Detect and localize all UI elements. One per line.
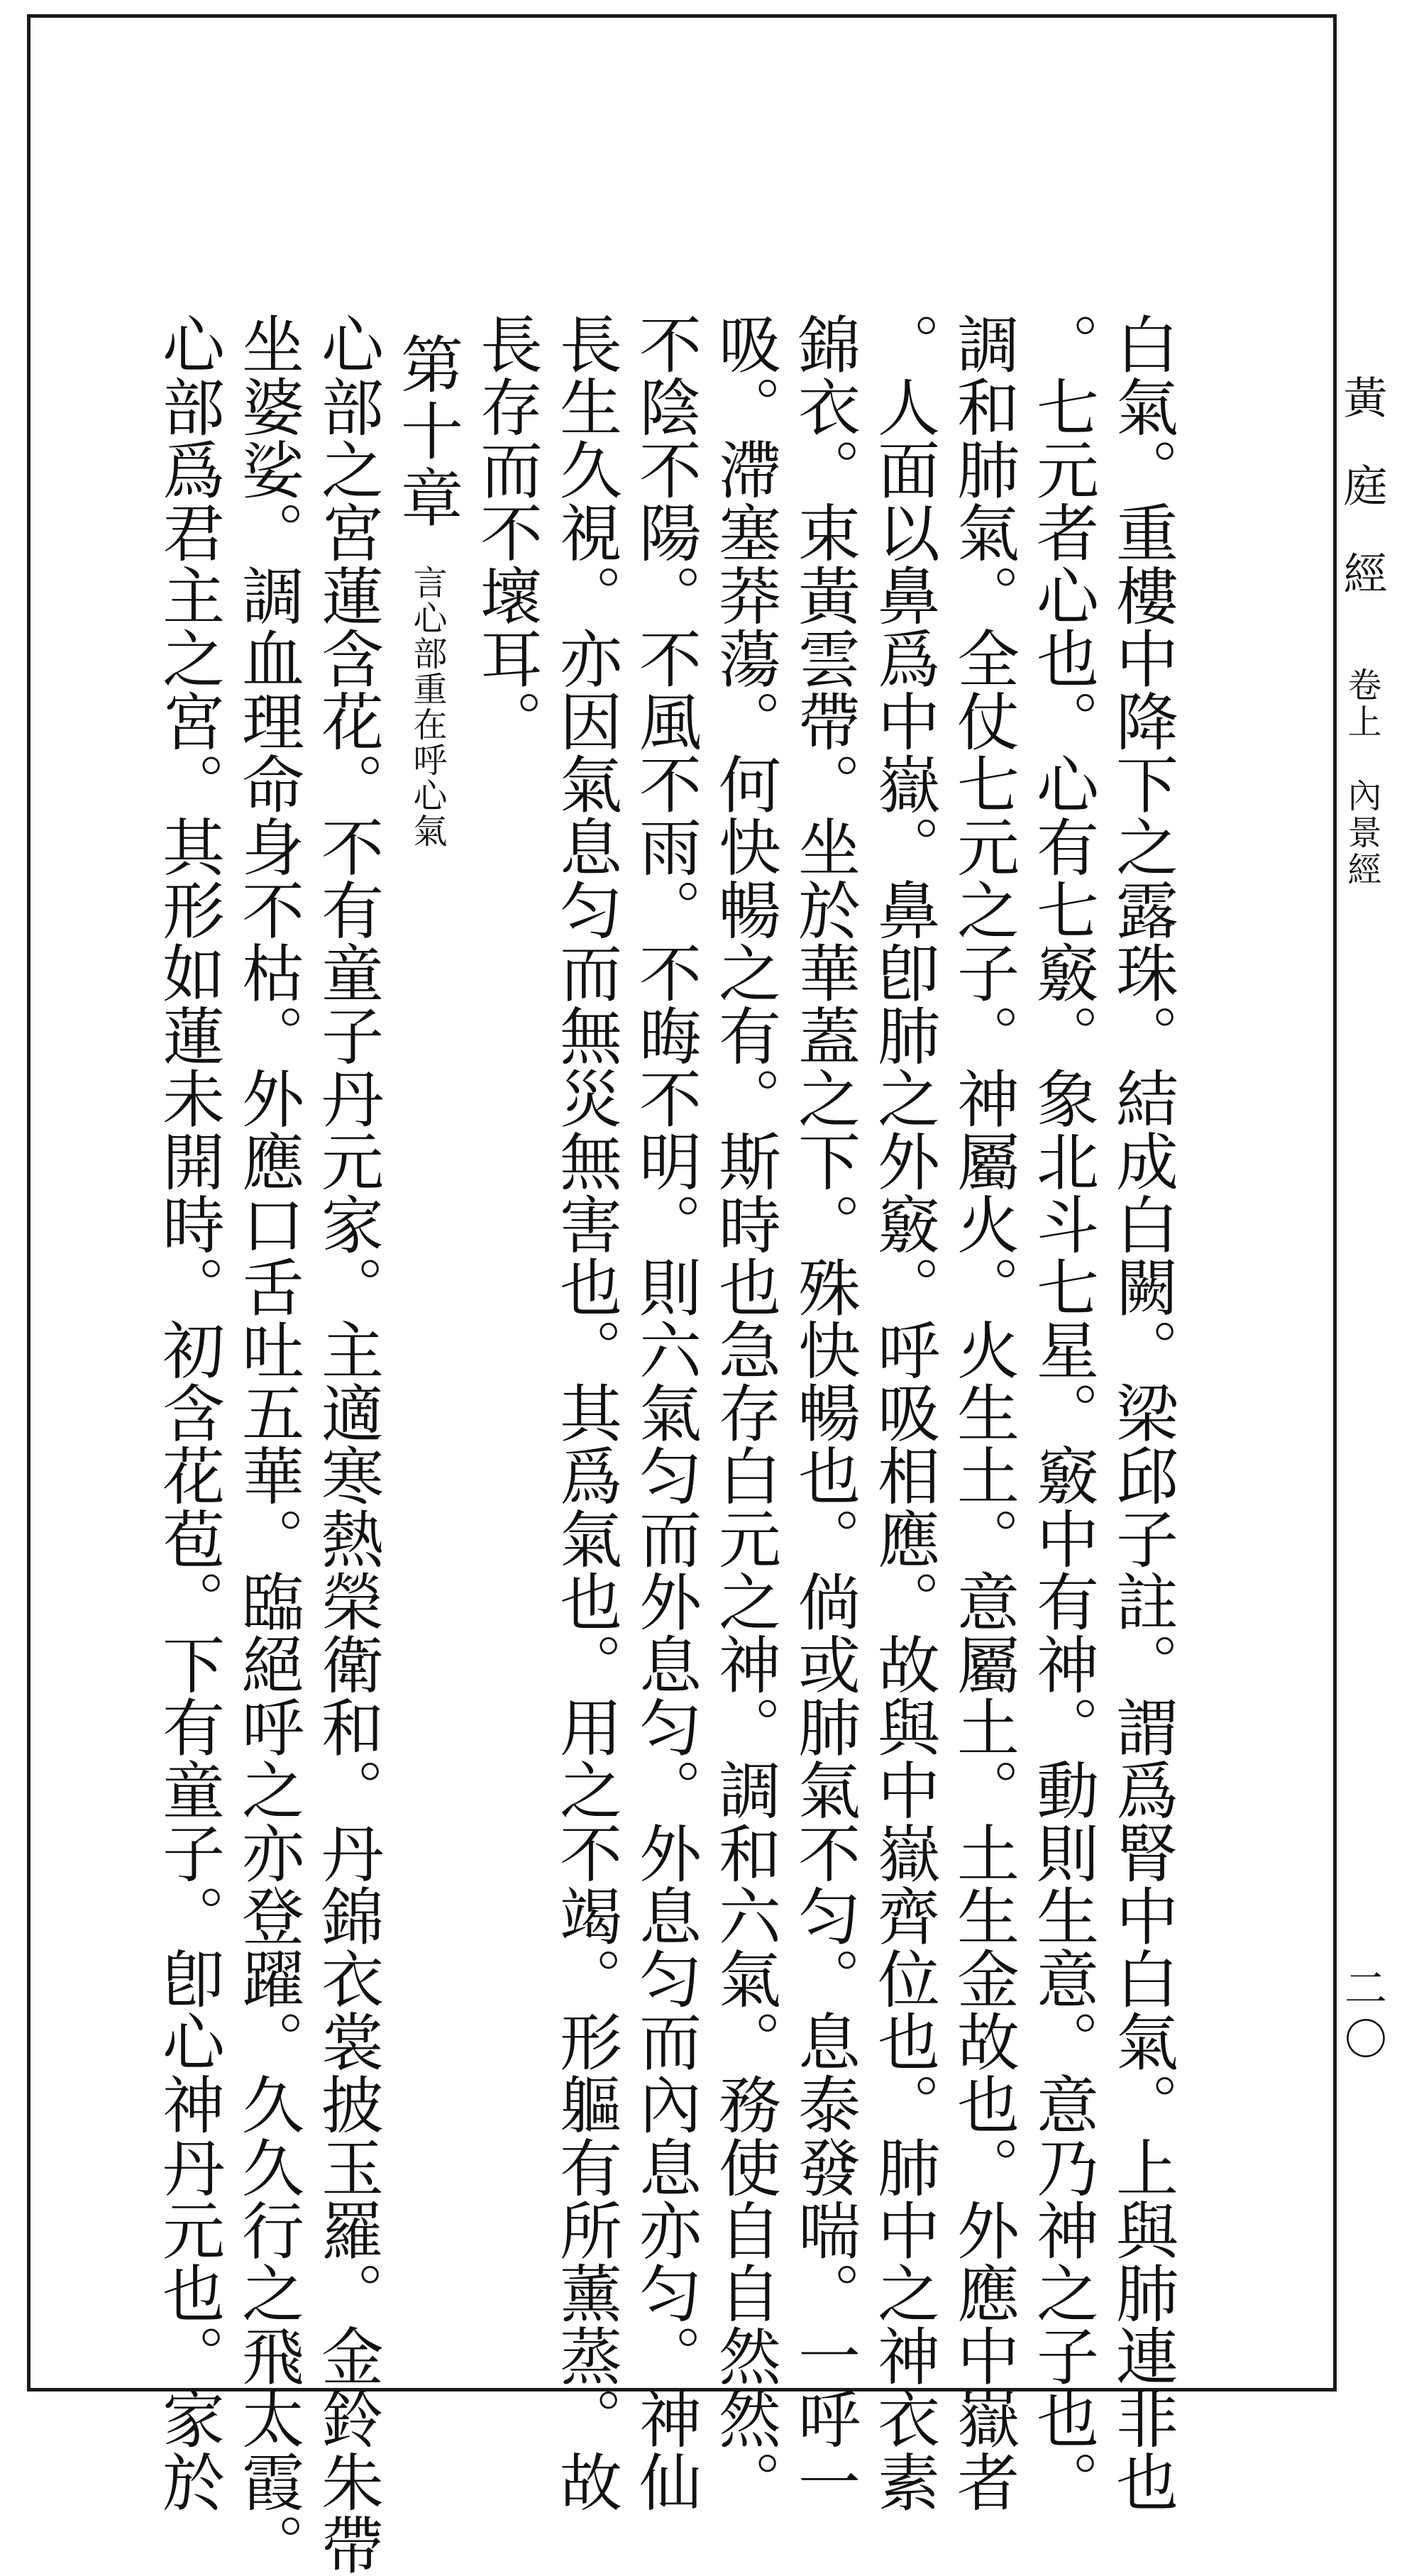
text-column-7: 不陰不陽。不風不雨。不晦不明。則六氣匀而外息匀。外息匀而內息亦匀。神仙 <box>629 312 702 2513</box>
text-column-5: 錦衣。束黃雲帶。坐於華蓋之下。殊快暢也。倘或肺氣不匀。息泰發喘。一呼一 <box>788 312 861 2513</box>
page-number: 二〇 <box>1337 1966 1387 2068</box>
running-header <box>1336 375 1388 888</box>
text-column-3: 調和肺氣。全仗七元之子。神屬火。火生土。意屬土。土生金故也。外應中嶽者 <box>947 312 1020 2513</box>
chapter-title: 第十章 <box>391 332 464 532</box>
volume-label: 卷上 <box>1342 667 1381 741</box>
section-label: 內景經 <box>1342 778 1381 888</box>
text-column-12: 心部爲君主之宮。其形如蓮未開時。初含花苞。下有童子。卽心神丹元也。家於 <box>153 312 226 2513</box>
text-column-4: 。人面以鼻爲中嶽。鼻卽肺之外竅。呼吸相應。故與中嶽齊位也。肺中之神衣素 <box>868 312 941 2513</box>
text-column-10: 心部之宮蓮含花。不有童子丹元家。主適寒熱榮衛和。丹錦衣裳披玉羅。金鈴朱帶 <box>311 312 385 2576</box>
text-column-11: 坐婆娑。調血理命身不枯。外應口舌吐五華。臨絕呼之亦登躍。久久行之飛太霞。 <box>232 312 305 2576</box>
chapter-note: 言心部重在呼心氣 <box>407 565 447 849</box>
book-title: 黃庭經 <box>1336 375 1388 639</box>
text-column-2: 。七元者心也。心有七竅。象北斗七星。竅中有神。動則生意。意乃神之子也。 <box>1027 312 1100 2513</box>
text-column-6: 吸。滯塞莽蕩。何快暢之有。斯時也急存白元之神。調和六氣。務使自自然然。 <box>709 312 782 2513</box>
chapter-heading <box>391 332 464 849</box>
text-column-8: 長生久視。亦因氣息匀而無災無害也。其爲氣也。用之不竭。形軀有所薰蒸。故 <box>550 312 623 2513</box>
text-column-9: 長存而不壞耳。 <box>470 312 543 753</box>
text-column-1: 白氣。重樓中降下之露珠。結成白闕。梁邱子註。謂爲腎中白氣。上與肺連非也 <box>1106 312 1179 2513</box>
